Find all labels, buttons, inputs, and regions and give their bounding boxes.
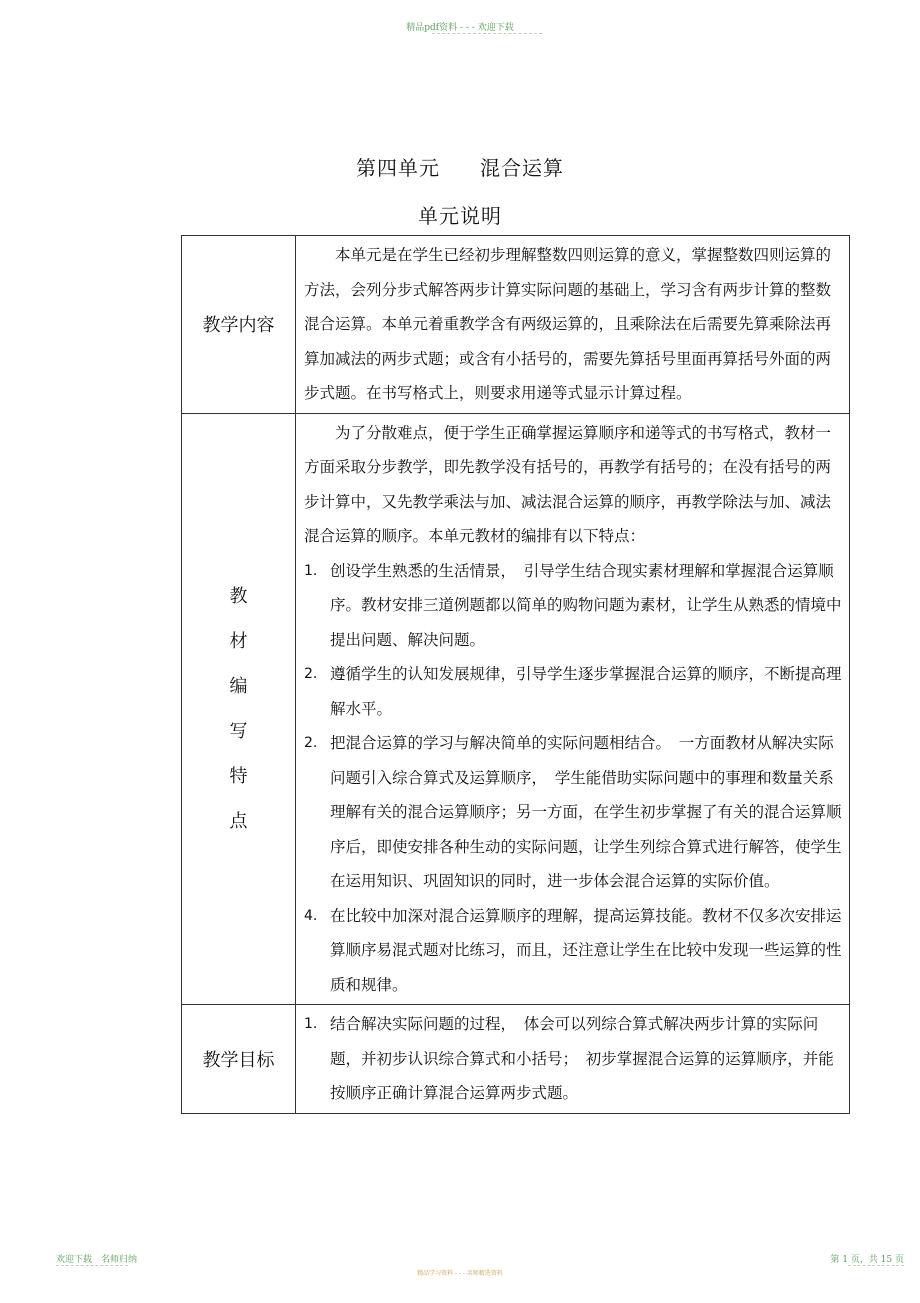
document-subtitle: 单元说明 [418, 204, 502, 228]
item-text: 遵循学生的认知发展规律，引导学生逐步掌握混合运算的顺序，不断提高理解水平。 [330, 665, 842, 718]
teaching-content-text: 本单元是在学生已经初步理解整数四则运算的意义，掌握整数四则运算的方法，会列分步式解答两步计算实际问题的基础上，学习含有两步计算的整数混合运算。本单元着重教学含有两级运算的，且乘除法在后需要先算乘除法再算加减法的两步式题；或含有小括号的，需要先算括号里面再算括号外面的两步式题。在书写格式上，则要求用递等式显示计算过程。 [304, 246, 832, 402]
header-divider [432, 33, 542, 34]
label-char: 教 [229, 585, 248, 607]
list-item [304, 554, 843, 658]
label-char: 材 [229, 630, 248, 652]
item-number: 2. [304, 735, 318, 751]
title-unit: 第四单元 [356, 156, 440, 180]
item-number: 1. [304, 562, 318, 579]
item-number: 2. [304, 666, 318, 682]
item-number: 4. [304, 907, 318, 924]
list-item [304, 899, 843, 1003]
label-char: 写 [229, 720, 248, 742]
footer-left: 欢迎下载 名师归纳 [56, 1255, 138, 1265]
row-textbook-features [182, 413, 850, 1005]
unit-table [181, 235, 850, 1114]
features-intro: 为了分散难点，便于学生正确掌握运算顺序和递等式的书写格式，教材一方面采取分步教学，即先教学没有括号的，再教学有括号的；在没有括号的两步计算中，又先教学乘法与加、减法混合运算的顺序，再教学除法与加、减法混合运算的顺序。本单元教材的编排有以下特点： [304, 423, 832, 545]
item-text: 创设学生熟悉的生活情景， 引导学生结合现实素材理解和掌握混合运算顺序。教材安排三道例题都以简单的购物问题为素材，让学生从熟悉的情境中提出问题、解决问题。 [330, 561, 842, 649]
document-title [0, 152, 920, 181]
label-teaching-content: 教学内容 [182, 236, 296, 414]
list-item [304, 1007, 843, 1111]
footer-divider-left [56, 1265, 128, 1266]
footer-center: 精品学习资料 - - - 名师精选资料 [417, 1270, 503, 1277]
content-teaching-content [296, 236, 850, 414]
item-number: 1. [304, 1016, 318, 1032]
header-watermark: 精品pdf资料 - - - 欢迎下载 [406, 23, 514, 33]
item-text: 在比较中加深对混合运算顺序的理解，提高运算技能。教材不仅多次安排运算顺序易混式题对比练习，而且，还注意让学生在比较中发现一些运算的性质和规律。 [330, 906, 842, 994]
footer-divider-right [848, 1265, 904, 1266]
list-item [304, 657, 843, 726]
label-char: 编 [229, 675, 248, 697]
item-text: 结合解决实际问题的过程， 体会可以列综合算式解决两步计算的实际问题，并初步认识综合算式和小括号； 初步掌握混合运算的运算顺序，并能按顺序正确计算混合运算两步式题。 [330, 1015, 834, 1102]
footer-page-number: 第 1 页，共 15 页 [830, 1255, 904, 1265]
row-teaching-content [182, 236, 850, 414]
list-item [304, 726, 843, 899]
features-list [304, 554, 843, 1003]
label-char: 点 [229, 810, 248, 832]
label-textbook-features [182, 413, 296, 1005]
row-teaching-goals [182, 1005, 850, 1114]
goals-list [304, 1007, 843, 1111]
label-char: 特 [229, 765, 248, 787]
content-textbook-features [296, 413, 850, 1005]
content-teaching-goals [296, 1005, 850, 1114]
item-text: 把混合运算的学习与解决简单的实际问题相结合。 一方面教材从解决实际问题引入综合算式及运算顺序， 学生能借助实际问题中的事理和数量关系理解有关的混合运算顺序；另一方面，在学生初步掌握了有关的混合运算顺序后，即使安排各种生动的实际问题，让学生列综合算式进行解答，使学生在运用知识、巩固知识的同时，进一步体会混合运算的实际价值。 [330, 734, 842, 890]
title-topic: 混合运算 [480, 156, 564, 180]
label-teaching-goals: 教学目标 [182, 1005, 296, 1114]
